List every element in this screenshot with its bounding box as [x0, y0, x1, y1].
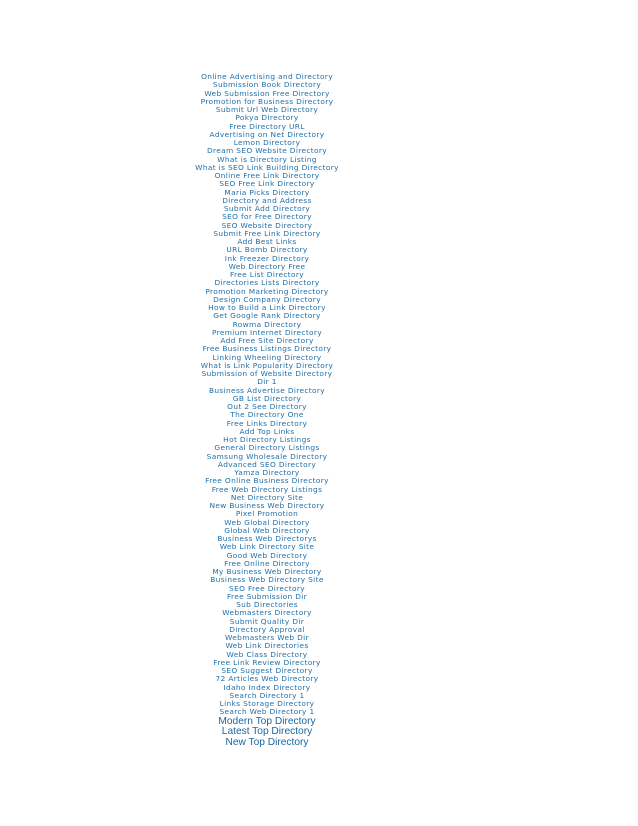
- directory-link[interactable]: Hot Directory Listings: [223, 435, 311, 444]
- directory-link[interactable]: The Directory One: [230, 410, 304, 420]
- directory-link[interactable]: Lemon Directory: [233, 138, 301, 147]
- directory-link[interactable]: Webmasters Directory: [222, 608, 312, 618]
- directory-link[interactable]: Submit Add Directory: [223, 204, 311, 213]
- featured-directory-link[interactable]: New Top Directory: [225, 736, 309, 748]
- directory-link[interactable]: Search Web Directory 1: [219, 707, 315, 717]
- directory-link[interactable]: Business Web Directorys: [217, 534, 317, 543]
- directory-link[interactable]: Add Top Links: [239, 426, 295, 436]
- directory-link[interactable]: 72 Articles Web Directory: [215, 674, 319, 684]
- directory-link[interactable]: SEO for Free Directory: [222, 212, 312, 222]
- directory-link[interactable]: General Directory Listings: [214, 443, 320, 453]
- directory-link[interactable]: Out 2 See Directory: [227, 402, 307, 411]
- directory-link[interactable]: Idaho Index Directory: [223, 682, 311, 692]
- directory-link[interactable]: Premium Internet Directory: [211, 327, 323, 337]
- directory-link[interactable]: Directory Approval: [229, 624, 305, 634]
- directory-link[interactable]: Free Submission Dir: [226, 591, 308, 601]
- directory-link[interactable]: Free Link Review Directory: [213, 657, 321, 667]
- directory-link[interactable]: Business Web Directory Site: [210, 575, 324, 585]
- directory-link[interactable]: Free Business Listings Directory: [202, 344, 332, 354]
- directory-link[interactable]: What is Directory Listing: [217, 154, 317, 164]
- directory-link[interactable]: SEO Website Directory: [221, 220, 313, 230]
- directory-link[interactable]: Net Directory Site: [230, 492, 304, 502]
- directory-link[interactable]: How to Build a Link Directory: [208, 303, 326, 312]
- directory-link[interactable]: Online Free Link Directory: [214, 171, 320, 180]
- directory-link[interactable]: Ink Freezer Directory: [224, 253, 310, 263]
- directory-link[interactable]: New Business Web Directory: [209, 501, 325, 510]
- directory-link[interactable]: Submission Book Directory: [212, 80, 322, 90]
- directory-link[interactable]: Business Advertise Directory: [208, 385, 326, 395]
- directory-link[interactable]: Directories Lists Directory: [214, 278, 320, 288]
- directory-link[interactable]: Add Best Links: [237, 237, 297, 246]
- directory-link[interactable]: Advertising on Net Directory: [209, 129, 325, 139]
- directory-link[interactable]: Submission of Website Directory: [201, 369, 333, 378]
- featured-directory-link[interactable]: Modern Top Directory: [218, 715, 316, 727]
- directory-link[interactable]: My Business Web Directory: [212, 567, 322, 576]
- directory-link[interactable]: Web Class Directory: [226, 649, 308, 659]
- directory-link[interactable]: Design Company Directory: [213, 294, 321, 304]
- directory-link[interactable]: Free Directory URL: [229, 121, 305, 131]
- directory-link-list: [194, 73, 340, 748]
- directory-link[interactable]: Online Advertising and Directory: [201, 72, 333, 81]
- directory-link[interactable]: Get Google Rank Directory: [213, 311, 321, 321]
- directory-link[interactable]: Good Web Directory: [226, 550, 308, 560]
- directory-link[interactable]: Web Directory Free: [228, 261, 306, 271]
- directory-link[interactable]: Promotion Marketing Directory: [205, 286, 329, 296]
- directory-link[interactable]: Submit Quality Dir: [229, 616, 305, 626]
- directory-link[interactable]: Submit Url Web Directory: [215, 105, 319, 114]
- directory-link[interactable]: SEO Suggest Directory: [221, 666, 313, 675]
- directory-link[interactable]: Pokya Directory: [235, 113, 299, 123]
- directory-link[interactable]: Free Links Directory: [226, 418, 308, 428]
- directory-link[interactable]: Web Link Directory Site: [219, 542, 315, 552]
- directory-link[interactable]: Samsung Wholesale Directory: [206, 451, 328, 461]
- directory-link[interactable]: What is Link Popularity Directory: [200, 360, 334, 370]
- directory-link[interactable]: Search Directory 1: [229, 690, 305, 700]
- directory-link[interactable]: Advanced SEO Directory: [217, 459, 317, 469]
- directory-link[interactable]: Web Submission Free Directory: [204, 88, 330, 98]
- directory-link[interactable]: Free List Directory: [229, 270, 304, 279]
- directory-link[interactable]: Web Global Directory: [224, 517, 310, 527]
- directory-link[interactable]: SEO Free Link Directory: [219, 179, 315, 189]
- directory-link[interactable]: Submit Free Link Directory: [213, 228, 321, 238]
- directory-link[interactable]: Directory and Address: [222, 195, 312, 205]
- directory-link[interactable]: GB List Directory: [232, 393, 302, 403]
- directory-link[interactable]: Free Online Directory: [224, 558, 310, 568]
- directory-link[interactable]: Add Free Site Directory: [220, 336, 314, 345]
- directory-link[interactable]: Yamza Directory: [234, 468, 300, 477]
- directory-link[interactable]: SEO Free Directory: [229, 583, 305, 593]
- directory-link[interactable]: What is SEO Link Building Directory: [195, 162, 339, 172]
- directory-link[interactable]: Promotion for Business Directory: [200, 96, 334, 106]
- directory-link[interactable]: Global Web Directory: [224, 525, 310, 535]
- directory-link[interactable]: Webmasters Web Dir: [225, 633, 309, 642]
- directory-link[interactable]: Links Storage Directory: [219, 699, 315, 708]
- directory-link[interactable]: Sub Directories: [236, 600, 298, 609]
- directory-link[interactable]: Linking Wheeling Directory: [212, 352, 322, 362]
- directory-link[interactable]: Dir 1: [257, 377, 277, 387]
- directory-link[interactable]: Dream SEO Website Directory: [206, 146, 328, 156]
- directory-link[interactable]: Free Web Directory Listings: [211, 484, 323, 494]
- directory-link[interactable]: Rowma Directory: [232, 319, 302, 329]
- directory-link[interactable]: Maria Picks Directory: [224, 187, 310, 197]
- directory-link[interactable]: Web Link Directories: [225, 641, 309, 651]
- directory-link[interactable]: Pixel Promotion: [235, 509, 299, 519]
- directory-link[interactable]: URL Bomb Directory: [226, 245, 308, 255]
- featured-directory-link[interactable]: Latest Top Directory: [221, 726, 313, 738]
- directory-link[interactable]: Free Online Business Directory: [205, 476, 329, 486]
